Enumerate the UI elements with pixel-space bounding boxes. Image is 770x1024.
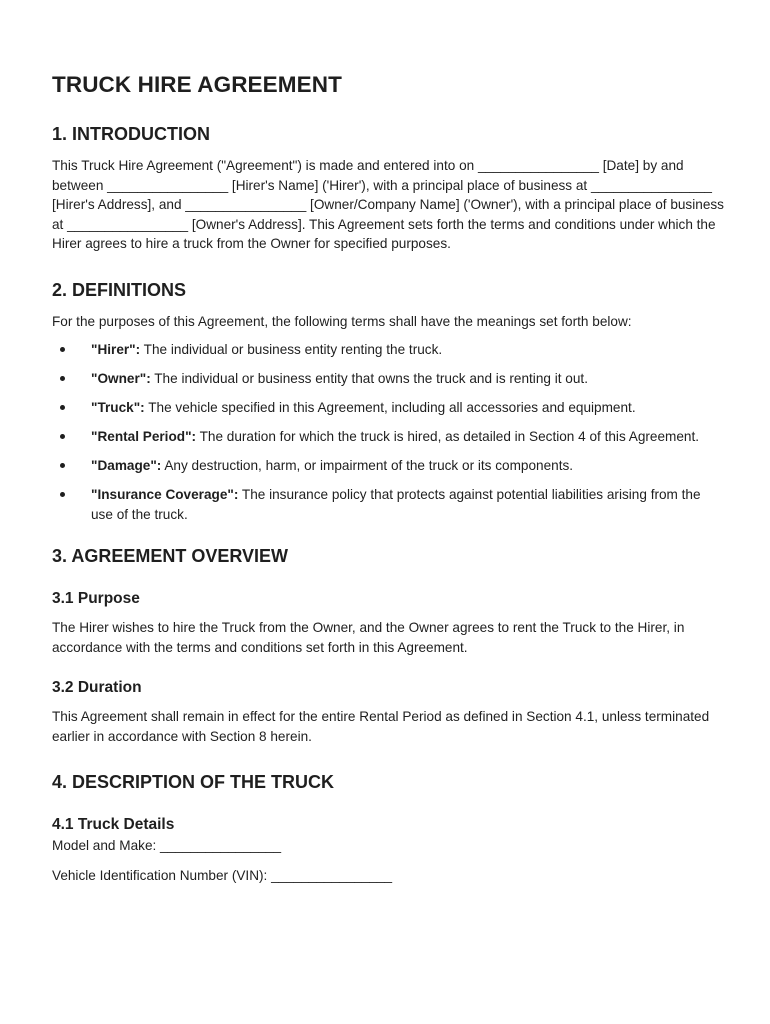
bullet-icon — [60, 492, 65, 497]
subsection-heading-duration: 3.2 Duration — [52, 679, 142, 696]
document-title: TRUCK HIRE AGREEMENT — [52, 72, 342, 97]
definition-text: The individual or business entity that owns the truck and is renting it out. — [150, 371, 588, 386]
definition-term: "Owner": — [91, 371, 151, 386]
bullet-icon — [60, 405, 65, 410]
bullet-icon — [60, 463, 65, 468]
definition-item-owner — [52, 369, 724, 389]
section-heading-overview: 3. AGREEMENT OVERVIEW — [52, 546, 289, 566]
definition-text: The insurance policy that protects against potential liabilities arising from the use of the truck. — [91, 487, 701, 522]
definitions-list — [52, 340, 724, 524]
purpose-paragraph: The Hirer wishes to hire the Truck from the Owner, and the Owner agrees to rent the Truck to the Hirer, in accordance with the terms and conditions set forth in this Agreement. — [52, 620, 685, 655]
subsection-heading-purpose: 3.1 Purpose — [52, 590, 140, 607]
document-page — [52, 70, 724, 895]
bullet-icon — [60, 434, 65, 439]
duration-paragraph: This Agreement shall remain in effect for the entire Rental Period as defined in Section 4.1, unless terminated earlier in accordance with Section 8 herein. — [52, 709, 710, 744]
definition-term: "Hirer": — [91, 342, 141, 357]
definition-item-rental-period — [52, 427, 724, 447]
section-heading-introduction: 1. INTRODUCTION — [52, 124, 211, 144]
section-heading-definitions: 2. DEFINITIONS — [52, 279, 187, 300]
definition-item-insurance-coverage — [52, 485, 724, 524]
definition-term: "Insurance Coverage": — [91, 487, 239, 502]
definition-text: The individual or business entity renting the truck. — [140, 342, 443, 357]
subsection-heading-truck-details: 4.1 Truck Details — [52, 816, 175, 833]
section-heading-truck-description: 4. DESCRIPTION OF THE TRUCK — [52, 772, 335, 792]
definition-text: The vehicle specified in this Agreement, including all accessories and equipment. — [144, 400, 636, 415]
bullet-icon — [60, 347, 65, 352]
definition-item-truck — [52, 398, 724, 418]
definition-term: "Damage": — [91, 458, 162, 473]
definition-item-damage — [52, 456, 724, 476]
definitions-intro: For the purposes of this Agreement, the following terms shall have the meanings set forth below: — [52, 313, 632, 329]
definition-text: The duration for which the truck is hired, as detailed in Section 4 of this Agreement. — [196, 429, 700, 444]
introduction-paragraph: This Truck Hire Agreement ("Agreement") is made and entered into on ________________ [Date] by and between ________________ [Hirer's Name] ('Hirer'), with a principal place of business at ________________ [Hirer's Address], and ________________ [Owner/Company Name] ('Owner'), with a principal place of business at ________________ [Owner's Address]. This Agreement sets forth the terms and conditions under which the Hirer agrees to hire a truck from the Owner for specified purposes. — [52, 158, 724, 251]
bullet-icon — [60, 376, 65, 381]
definition-term: "Truck": — [91, 400, 145, 415]
model-make-field: Model and Make: ________________ — [52, 838, 282, 853]
definition-term: "Rental Period": — [91, 429, 197, 444]
vin-field: Vehicle Identification Number (VIN): ________________ — [52, 867, 393, 883]
definition-text: Any destruction, harm, or impairment of the truck or its components. — [161, 458, 574, 473]
definition-item-hirer — [52, 340, 724, 360]
